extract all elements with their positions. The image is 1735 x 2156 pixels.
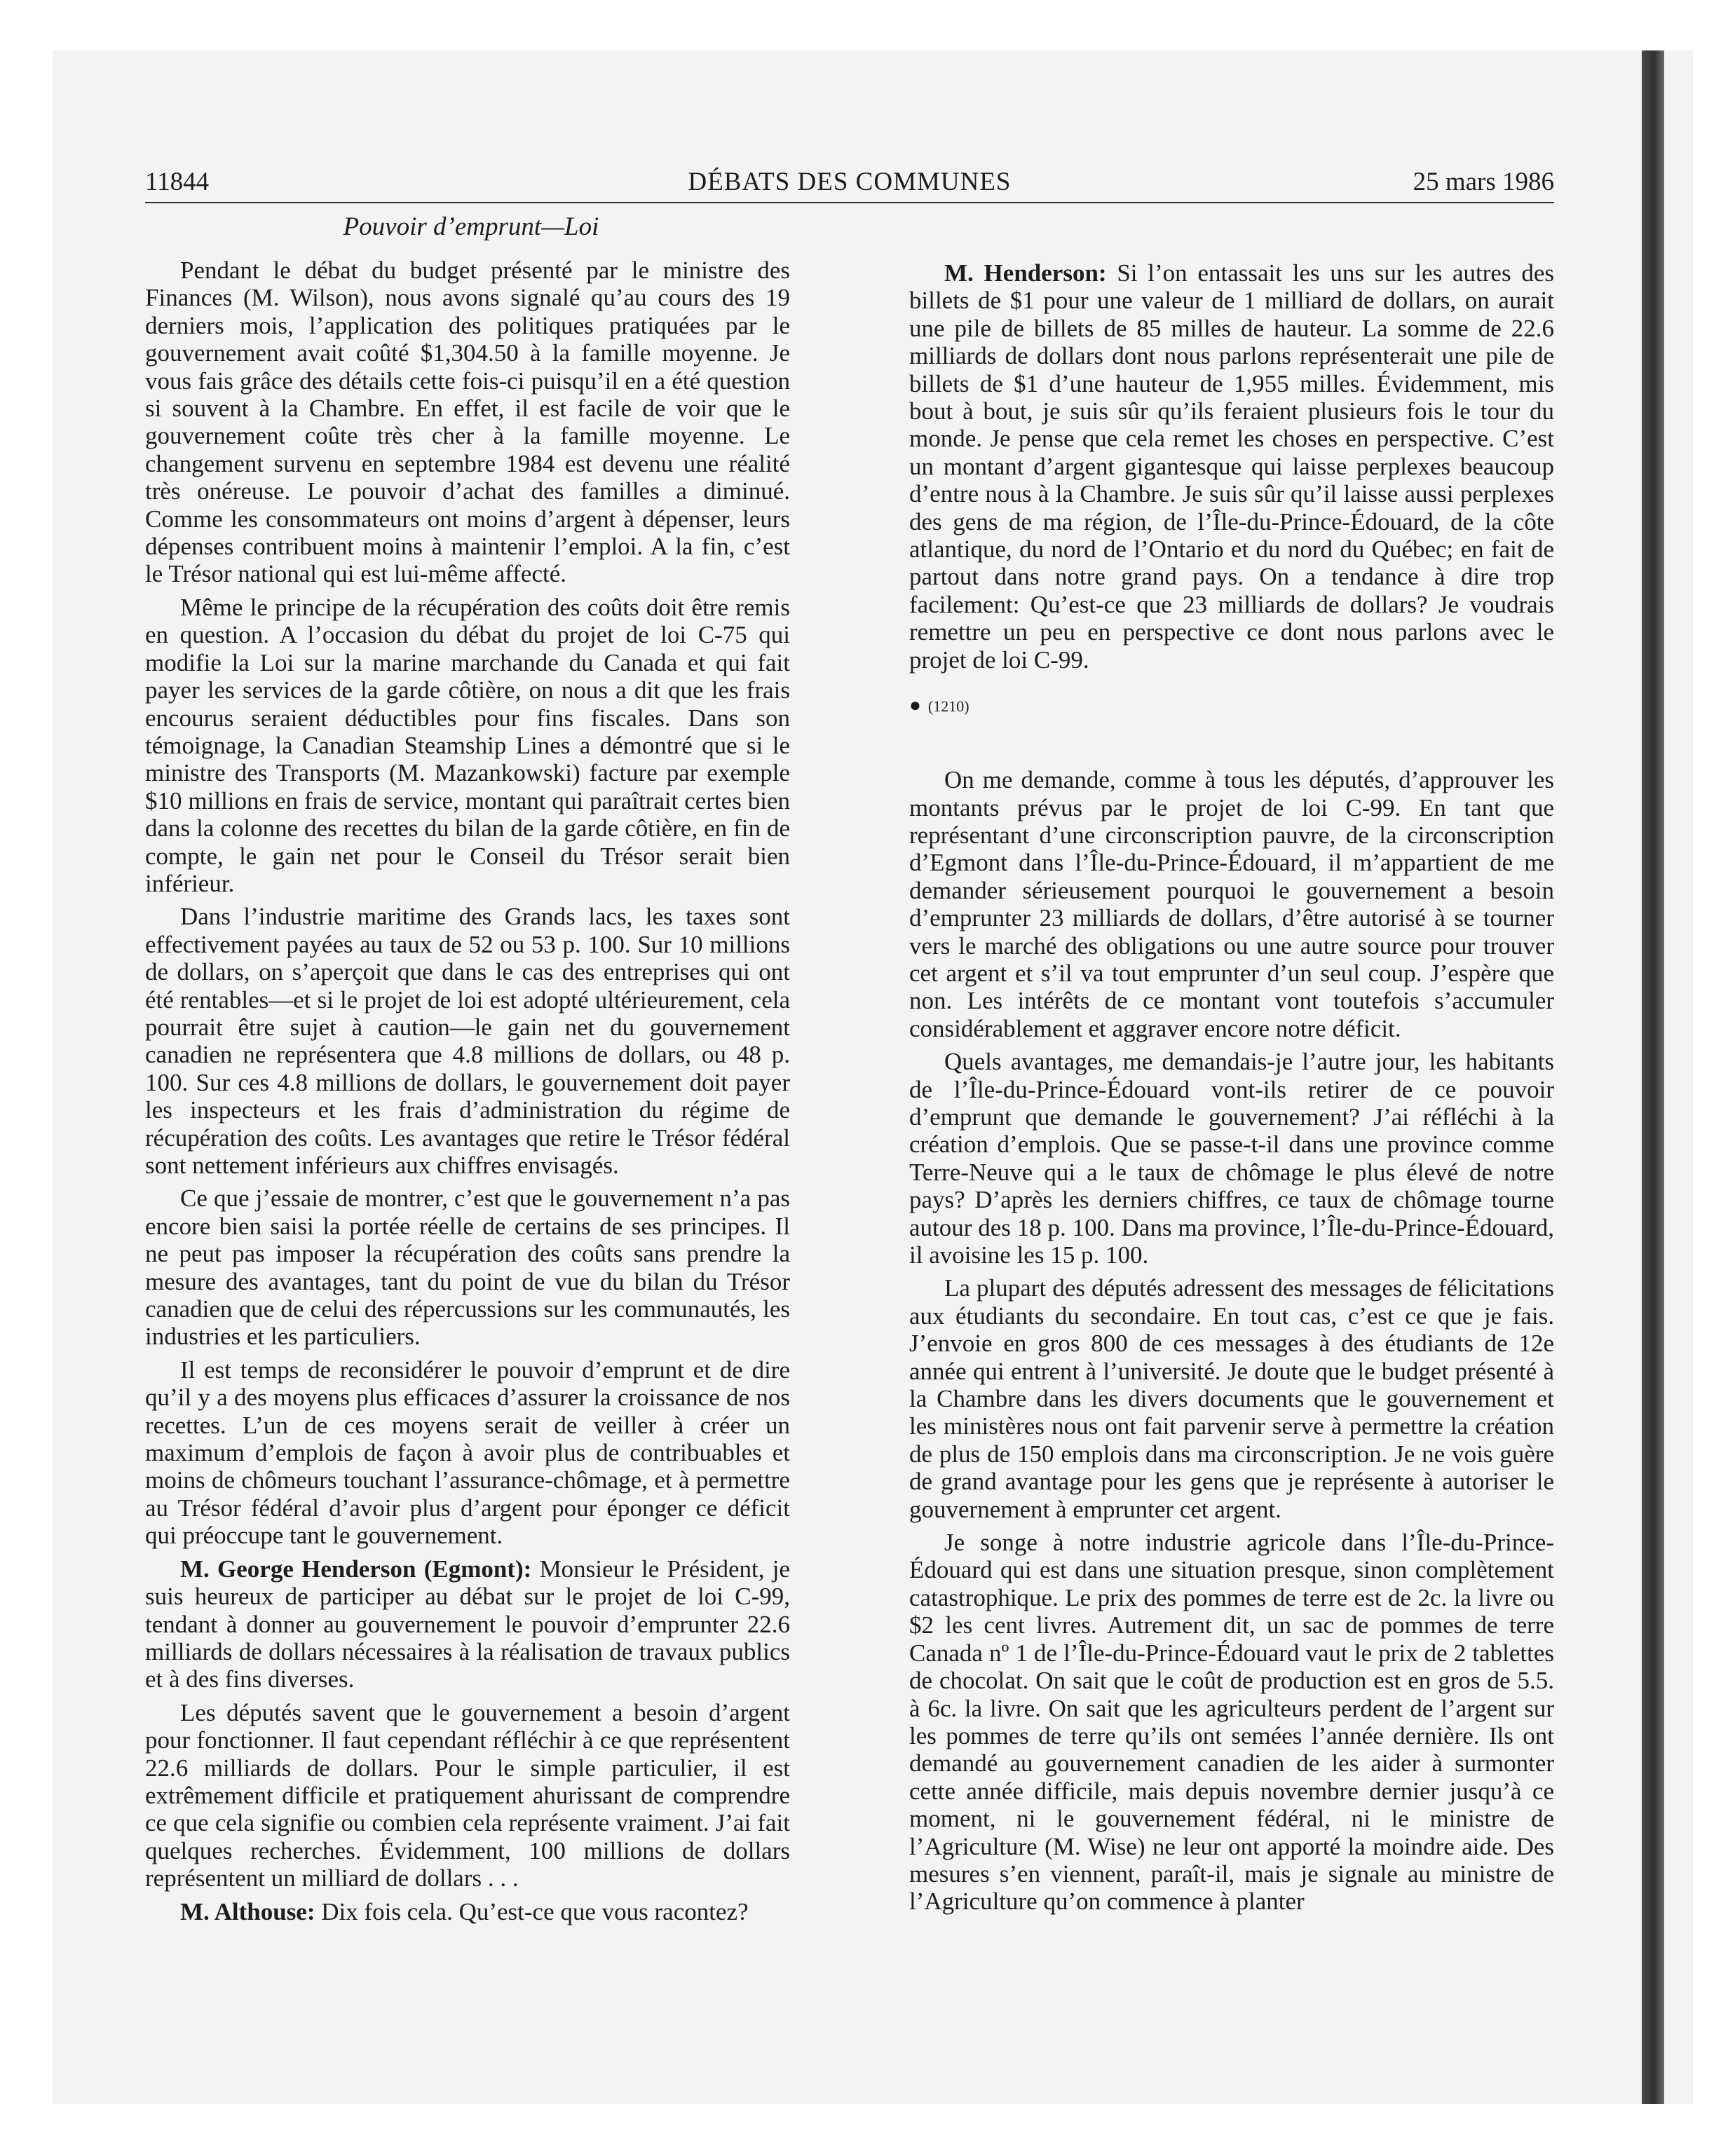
paragraph-text: Pendant le débat du budget présenté par le ministre des Finances (M. Wilson), nous avons signalé qu’au cours des 19 derniers mois, l’application des politiques pratiquées par le gouvernement avait coûté $1,304.50 à la famille moyenne. Je vous fais grâce des détails cette fois-ci puisqu’il en a été question si souvent à la Chambre. En effet, il est facile de voir que le gouvernement coûte très cher à la famille moyenne. Le changement survenu en septembre 1984 est devenu une réalité très onéreuse. Le pouvoir d’achat des familles a diminué. Comme les consommateurs ont moins d’argent à dépenser, leurs dépenses contribuent moins à maintenir l’emploi. A la fin, c’est le Trésor national qui est lui-même affecté.: [145, 257, 790, 588]
paragraph: [145, 257, 790, 588]
page-binding-edge: [1642, 50, 1664, 2104]
speaker-name: M. Henderson:: [944, 259, 1107, 287]
paragraph: [145, 1185, 790, 1350]
section-subhead: Pouvoir d’emprunt—Loi: [343, 212, 599, 241]
paragraph: [909, 1274, 1554, 1523]
time-marker: [909, 692, 1554, 720]
speaker-name: M. George Henderson (Egmont):: [180, 1555, 532, 1583]
speaker-name: M. Althouse:: [180, 1897, 315, 1925]
page-number: 11844: [145, 168, 210, 196]
paragraph-text: Ce que j’essaie de montrer, c’est que le gouvernement n’a pas encore bien saisi la portée réelle de certains de ses principes. Il ne peut pas imposer la récupération des coûts sans prendre la mesure des avantages, tant du point de vue du bilan du Trésor canadien que de celui des répercussions sur les communautés, les industries et les particuliers.: [145, 1185, 790, 1351]
page-header: [145, 167, 1554, 203]
paragraph-text: La plupart des députés adressent des messages de félicitations aux étudiants du secondaire. En tout cas, c’est ce que je fais. J’envoie en gros 800 de ces messages à des étudiants de 12e année qui entrent à l’université. Je doute que le budget présenté à la Chambre dans les divers documents que le gouvernement et les ministères nous ont fait parvenir serve à permettre la création de plus de 150 emplois dans ma circonscription. Je ne vois guère de grand avantage pour les gens que je représente à autoriser le gouvernement à emprunter cet argent.: [909, 1274, 1554, 1523]
left-column: [145, 257, 790, 1931]
paragraph: [145, 1898, 790, 1925]
right-column: [909, 259, 1554, 1921]
paragraph: [909, 1529, 1554, 1916]
paragraph: [145, 1699, 790, 1892]
paragraph: [909, 1048, 1554, 1269]
paragraph: [145, 1555, 790, 1693]
paragraph-text: Si l’on entassait les uns sur les autres des billets de $1 pour une valeur de 1 milliard de dollars, on aurait une pile de billets de 85 milles de hauteur. La somme de 22.6 milliards de dollars dont nous parlons représenterait une pile de billets de $1 d’une hauteur de 1,955 milles. Évidemment, mis bout à bout, je suis sûr qu’ils feraient plusieurs fois le tour du monde. Je pense que cela remet les choses en perspective. C’est un montant d’argent gigantesque qui laisse perplexes beaucoup d’entre nous à la Chambre. Je suis sûr qu’il laisse aussi perplexes des gens de ma région, de l’Île-du-Prince-Édouard, de la côte atlantique, du nord de l’Ontario et du nord du Québec; en fait de partout dans notre grand pays. On a tendance à dire trop facilement: Qu’est-ce que 23 milliards de dollars? Je voudrais remettre un peu en perspective ce dont nous parlons avec le projet de loi C-99.: [909, 259, 1554, 674]
paragraph: [145, 903, 790, 1179]
publication-title: DÉBATS DES COMMUNES: [688, 168, 1012, 196]
paragraph-text: Quels avantages, me demandais-je l’autre jour, les habitants de l’Île-du-Prince-Édouard vont-ils retirer de ce pouvoir d’emprunt que demande le gouvernement? J’ai réfléchi à la création d’emplois. Que se passe-t-il dans une province comme Terre-Neuve qui a le taux de chômage le plus élevé de notre pays? D’après les derniers chiffres, ce taux de chômage tourne autour des 18 p. 100. Dans ma province, l’Île-du-Prince-Édouard, il avoisine les 15 p. 100.: [909, 1048, 1554, 1269]
page-date: 25 mars 1986: [1413, 168, 1554, 196]
bullet-icon: ●: [909, 695, 921, 717]
paragraph: [145, 1356, 790, 1550]
paragraph: [909, 766, 1554, 1042]
paragraph-text: Même le principe de la récupération des coûts doit être remis en question. A l’occasion du débat du projet de loi C-75 qui modifie la Loi sur la marine marchande du Canada et qui fait payer les services de la garde côtière, on nous a dit que les frais encourus seraient déductibles pour fins fiscales. Dans son témoignage, la Canadian Steamship Lines a démontré que si le ministre des Transports (M. Mazankowski) facture par exemple $10 millions en frais de service, montant qui paraîtrait certes bien dans la colonne des recettes du bilan de la garde côtière, en fin de compte, le gain net pour le Conseil du Trésor serait bien inférieur.: [145, 593, 790, 897]
paragraph-text: Monsieur le Président, je suis heureux de participer au débat sur le projet de loi C-99, tendant à donner au gouvernement le pouvoir d’emprunter 22.6 milliards de dollars nécessaires à la réalisation de travaux publics et à des fins diverses.: [145, 1555, 791, 1693]
paragraph-text: Dans l’industrie maritime des Grands lacs, les taxes sont effectivement payées au taux de 52 ou 53 p. 100. Sur 10 millions de dollars, on s’aperçoit que dans le cas des entreprises qui ont été rentables—et si le projet de loi est adopté ultérieurement, cela pourrait être sujet à caution—le gain net du gouvernement canadien ne représentera que 4.8 millions de dollars, ou 48 p. 100. Sur ces 4.8 millions de dollars, le gouvernement doit payer les inspecteurs et les frais d’administration du régime de récupération des coûts. Les avantages que retire le Trésor fédéral sont nettement inférieurs aux chiffres envisagés.: [145, 903, 790, 1179]
paragraph-text: Dix fois cela. Qu’est-ce que vous racontez?: [315, 1897, 749, 1925]
paragraph: [145, 594, 790, 897]
paragraph-text: Je songe à notre industrie agricole dans l’Île-du-Prince-Édouard qui est dans une situation presque, sinon complètement catastrophique. Le prix des pommes de terre est de 2c. la livre ou $2 les cent livres. Autrement dit, un sac de pommes de terre Canada nº 1 de l’Île-du-Prince-Édouard vaut le prix de 2 tablettes de chocolat. On sait que le coût de production est en gros de 5.5. à 6c. la livre. On sait que les agriculteurs perdent de l’argent sur les pommes de terre qu’ils ont semées l’année dernière. Ils ont demandé au gouvernement canadien de les aider à surmonter cette année difficile, mais depuis novembre dernier jusqu’à ce moment, ni le gouvernement fédéral, ni le ministre de l’Agriculture (M. Wise) ne leur ont apporté la moindre aide. Des mesures s’en viennent, paraît-il, mais je signale au ministre de l’Agriculture qu’on commence à planter: [909, 1529, 1554, 1916]
paragraph-text: On me demande, comme à tous les députés, d’approuver les montants prévus par le projet de loi C-99. En tant que représentant d’une circonscription pauvre, de la circonscription d’Egmont dans l’Île-du-Prince-Édouard, il m’appartient de me demander sérieusement pourquoi le gouvernement a besoin d’emprunter 23 milliards de dollars, d’être autorisé à se tourner vers le marché des obligations ou une autre source pour trouver cet argent et s’il va tout emprunter d’un seul coup. J’espère que non. Les intérêts de ce montant vont toutefois s’accumuler considérablement et aggraver encore notre déficit.: [909, 766, 1554, 1042]
paragraph-text: Il est temps de reconsidérer le pouvoir d’emprunt et de dire qu’il y a des moyens plus efficaces d’assurer la croissance de nos recettes. L’un de ces moyens serait de veiller à créer un maximum d’emplois de façon à avoir plus de contribuables et moins de chômeurs touchant l’assurance-chômage, et à permettre au Trésor fédéral d’avoir plus d’argent pour éponger ce déficit qui préoccupe tant le gouvernement.: [145, 1356, 790, 1550]
paragraph: [909, 259, 1554, 674]
time-marker-text: (1210): [927, 697, 969, 716]
paragraph-text: Les députés savent que le gouvernement a besoin d’argent pour fonctionner. Il faut cependant réfléchir à ce que représentent 22.6 milliards de dollars. Pour le simple particulier, il est extrêmement difficile et pratiquement ahurissant de comprendre ce que cela signifie ou combien cela représente vraiment. J’ai fait quelques recherches. Évidemment, 100 millions de dollars représentent un milliard de dollars . . .: [145, 1698, 790, 1892]
